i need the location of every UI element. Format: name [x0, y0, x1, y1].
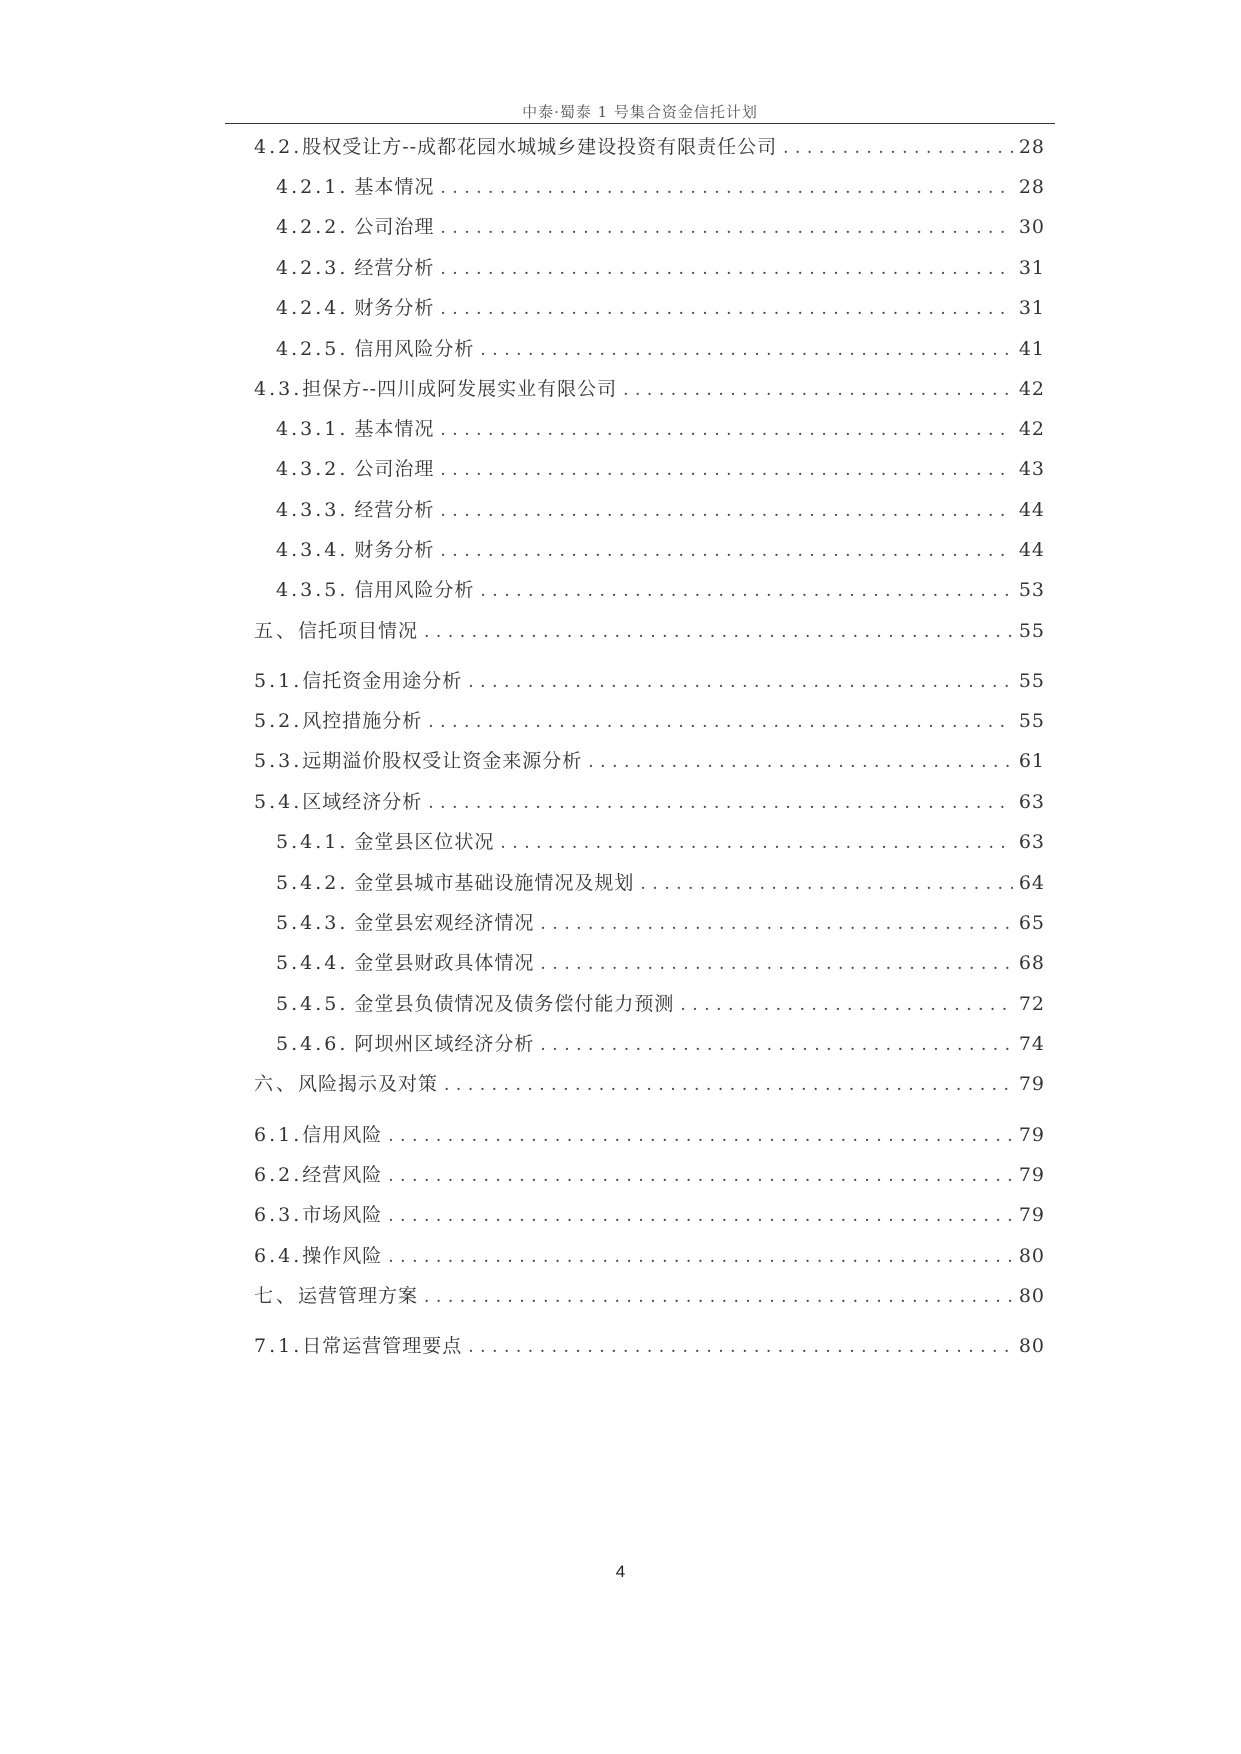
toc-entry[interactable]	[276, 535, 1045, 565]
toc-entry[interactable]	[254, 374, 1045, 404]
toc-dot-leader	[388, 1161, 1013, 1191]
toc-entry-page: 30	[1018, 216, 1045, 238]
toc-entry-title: 区域经济分析	[302, 791, 423, 813]
toc-entry[interactable]	[276, 414, 1045, 444]
toc-dot-leader	[388, 1201, 1013, 1231]
toc-entry-page: 79	[1018, 1124, 1045, 1146]
toc-dot-leader	[540, 1030, 1012, 1060]
toc-entry-number: 7.1.	[254, 1335, 303, 1357]
toc-entry-number: 4.2.3.	[276, 257, 349, 279]
toc-dot-leader	[424, 617, 1013, 647]
toc-entry-number: 5.4.5.	[276, 993, 349, 1015]
toc-entry-page: 72	[1018, 993, 1045, 1015]
toc-entry-title: 远期溢价股权受让资金来源分析	[302, 750, 583, 772]
toc-entry-number: 4.2.1.	[276, 176, 349, 198]
toc-entry-number: 6.3.	[254, 1204, 303, 1226]
toc-entry[interactable]	[254, 616, 1045, 646]
toc-entry-title: 财务分析	[354, 297, 435, 319]
toc-entry-title: 经营分析	[354, 257, 435, 279]
toc-entry[interactable]	[254, 132, 1045, 162]
toc-entry-number: 4.2.	[254, 136, 303, 158]
toc-entry-title: 金堂县宏观经济情况	[354, 912, 535, 934]
toc-dot-leader	[588, 747, 1013, 777]
toc-dot-leader	[468, 1332, 1013, 1362]
toc-dot-leader	[388, 1121, 1013, 1151]
toc-entry-number: 5.4.2.	[276, 872, 349, 894]
toc-dot-leader	[540, 949, 1012, 979]
toc-entry[interactable]	[276, 575, 1045, 605]
page-header-title: 中泰·蜀泰 1 号集合资金信托计划	[522, 103, 758, 121]
toc-entry[interactable]	[276, 172, 1045, 202]
toc-entry-page: 79	[1018, 1164, 1045, 1186]
toc-entry-title: 基本情况	[354, 418, 435, 440]
toc-entry-number: 6.2.	[254, 1164, 303, 1186]
toc-entry[interactable]	[254, 1241, 1045, 1271]
toc-dot-leader	[440, 496, 1012, 526]
toc-entry-number: 6.1.	[254, 1124, 303, 1146]
toc-entry[interactable]	[276, 908, 1045, 938]
toc-dot-leader	[680, 990, 1012, 1020]
toc-entry-title: 财务分析	[354, 539, 435, 561]
toc-dot-leader	[444, 1070, 1013, 1100]
toc-entry-title: 基本情况	[354, 176, 435, 198]
toc-entry-title: 信托资金用途分析	[302, 670, 463, 692]
toc-entry-title: 金堂县城市基础设施情况及规划	[354, 872, 635, 894]
toc-entry-title: 股权受让方--成都花园水城城乡建设投资有限责任公司	[302, 136, 778, 158]
toc-entry-number: 4.3.1.	[276, 418, 349, 440]
toc-entry-page: 65	[1018, 912, 1045, 934]
toc-entry-page: 44	[1018, 539, 1045, 561]
toc-entry[interactable]	[254, 1069, 1045, 1099]
toc-entry[interactable]	[254, 1160, 1045, 1190]
toc-entry[interactable]	[276, 868, 1045, 898]
toc-dot-leader	[428, 788, 1013, 818]
toc-dot-leader	[440, 254, 1012, 284]
toc-entry-page: 74	[1018, 1033, 1045, 1055]
toc-entry-page: 41	[1018, 338, 1045, 360]
toc-entry[interactable]	[254, 1120, 1045, 1150]
toc-entry-number: 4.3.2.	[276, 458, 349, 480]
toc-entry-number: 4.3.5.	[276, 579, 349, 601]
toc-entry-page: 79	[1018, 1073, 1045, 1095]
toc-dot-leader	[623, 375, 1013, 405]
toc-entry-number: 5.3.	[254, 750, 303, 772]
toc-entry-title: 信用风险分析	[354, 338, 475, 360]
toc-entry-title: 公司治理	[354, 216, 435, 238]
toc-dot-leader	[468, 667, 1013, 697]
toc-entry[interactable]	[276, 1029, 1045, 1059]
toc-entry-number: 6.4.	[254, 1245, 303, 1267]
toc-entry-title: 运营管理方案	[298, 1285, 419, 1307]
toc-dot-leader	[428, 707, 1013, 737]
toc-entry[interactable]	[276, 948, 1045, 978]
toc-dot-leader	[640, 869, 1012, 899]
toc-entry-title: 经营风险	[302, 1164, 383, 1186]
toc-entry-number: 5.4.1.	[276, 831, 349, 853]
toc-entry-page: 63	[1018, 791, 1045, 813]
toc-dot-leader	[540, 909, 1012, 939]
toc-entry-page: 68	[1018, 952, 1045, 974]
toc-entry-page: 55	[1018, 710, 1045, 732]
toc-entry[interactable]	[254, 1331, 1045, 1361]
toc-entry-page: 31	[1018, 297, 1045, 319]
toc-entry-title: 信用风险	[302, 1124, 383, 1146]
toc-entry[interactable]	[254, 706, 1045, 736]
toc-entry-page: 55	[1018, 620, 1045, 642]
toc-entry[interactable]	[276, 495, 1045, 525]
toc-dot-leader	[388, 1242, 1013, 1272]
toc-entry-page: 80	[1018, 1285, 1045, 1307]
toc-entry[interactable]	[254, 1281, 1045, 1311]
toc-entry-number: 4.2.5.	[276, 338, 349, 360]
toc-entry-title: 风控措施分析	[302, 710, 423, 732]
toc-entry[interactable]	[276, 989, 1045, 1019]
toc-entry-page: 43	[1018, 458, 1045, 480]
toc-entry[interactable]	[276, 212, 1045, 242]
toc-dot-leader	[424, 1282, 1013, 1312]
toc-entry-title: 信托项目情况	[298, 620, 419, 642]
toc-entry[interactable]	[254, 1200, 1045, 1230]
toc-entry-title: 日常运营管理要点	[302, 1335, 463, 1357]
toc-entry-page: 31	[1018, 257, 1045, 279]
toc-entry[interactable]	[276, 454, 1045, 484]
page-number: 4	[615, 1562, 626, 1581]
toc-entry-page: 42	[1018, 378, 1045, 400]
toc-dot-leader	[440, 294, 1012, 324]
toc-entry-number: 五、	[254, 620, 299, 642]
toc-entry-title: 金堂县负债情况及债务偿付能力预测	[354, 993, 675, 1015]
toc-entry-page: 55	[1018, 670, 1045, 692]
toc-entry-title: 市场风险	[302, 1204, 383, 1226]
toc-entry-page: 28	[1018, 136, 1045, 158]
toc-entry-page: 80	[1018, 1335, 1045, 1357]
toc-dot-leader	[440, 455, 1012, 485]
header-rule	[225, 123, 1055, 124]
toc-dot-leader	[440, 536, 1012, 566]
toc-entry-number: 六、	[254, 1073, 299, 1095]
toc-entry-number: 4.3.	[254, 378, 303, 400]
toc-dot-leader	[500, 828, 1012, 858]
toc-entry-title: 金堂县财政具体情况	[354, 952, 535, 974]
toc-entry-number: 5.4.	[254, 791, 303, 813]
toc-entry[interactable]	[276, 334, 1045, 364]
toc-entry-title: 公司治理	[354, 458, 435, 480]
toc-entry-page: 64	[1018, 872, 1045, 894]
toc-dot-leader	[440, 173, 1012, 203]
toc-entry-number: 5.1.	[254, 670, 303, 692]
toc-entry-page: 80	[1018, 1245, 1045, 1267]
toc-entry[interactable]	[254, 666, 1045, 696]
toc-entry-number: 5.4.4.	[276, 952, 349, 974]
toc-entry-page: 63	[1018, 831, 1045, 853]
toc-entry[interactable]	[254, 746, 1045, 776]
toc-entry[interactable]	[276, 293, 1045, 323]
toc-entry-page: 44	[1018, 499, 1045, 521]
toc-entry-number: 4.3.3.	[276, 499, 349, 521]
toc-entry-number: 5.4.6.	[276, 1033, 349, 1055]
toc-dot-leader	[440, 213, 1012, 243]
toc-entry-number: 5.4.3.	[276, 912, 349, 934]
toc-entry-page: 79	[1018, 1204, 1045, 1226]
toc-dot-leader	[480, 576, 1012, 606]
toc-entry-title: 信用风险分析	[354, 579, 475, 601]
toc-entry-number: 5.2.	[254, 710, 303, 732]
toc-dot-leader	[480, 335, 1012, 365]
toc-entry-title: 操作风险	[302, 1245, 383, 1267]
toc-entry[interactable]	[276, 253, 1045, 283]
toc-entry-title: 担保方--四川成阿发展实业有限公司	[302, 378, 618, 400]
toc-entry-title: 经营分析	[354, 499, 435, 521]
toc-dot-leader	[783, 133, 1013, 163]
toc-entry-title: 风险揭示及对策	[298, 1073, 439, 1095]
toc-entry[interactable]	[276, 827, 1045, 857]
toc-entry-number: 4.2.2.	[276, 216, 349, 238]
toc-entry-title: 阿坝州区域经济分析	[354, 1033, 535, 1055]
toc-entry-number: 七、	[254, 1285, 299, 1307]
toc-entry-page: 53	[1018, 579, 1045, 601]
toc-entry-number: 4.2.4.	[276, 297, 349, 319]
toc-entry-page: 28	[1018, 176, 1045, 198]
toc-entry[interactable]	[254, 787, 1045, 817]
toc-entry-title: 金堂县区位状况	[354, 831, 495, 853]
toc-entry-number: 4.3.4.	[276, 539, 349, 561]
toc-entry-page: 61	[1018, 750, 1045, 772]
toc-dot-leader	[440, 415, 1012, 445]
toc-entry-page: 42	[1018, 418, 1045, 440]
